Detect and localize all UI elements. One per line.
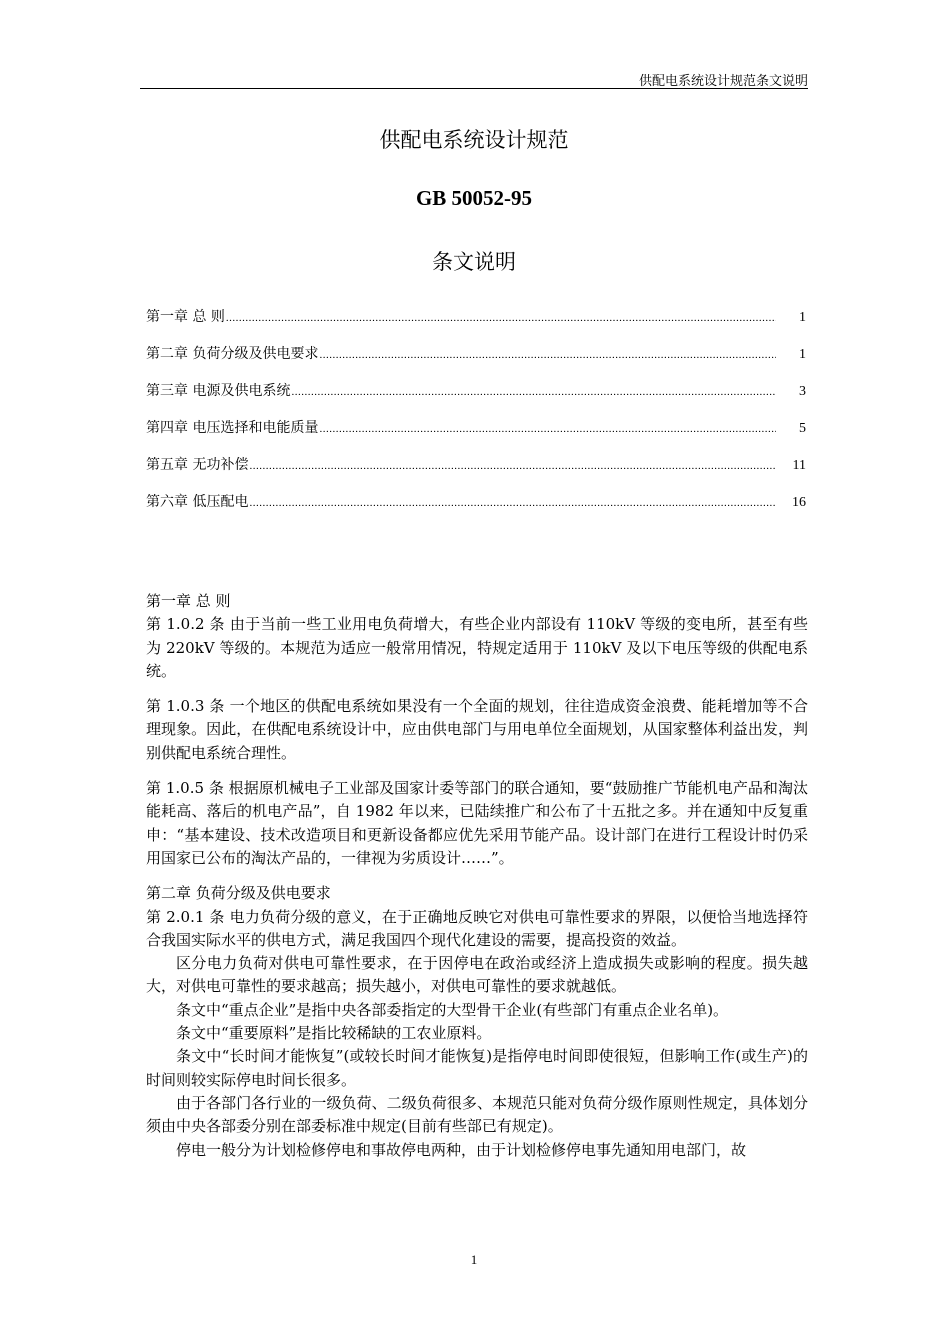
- toc-dot-leader: [319, 423, 776, 435]
- document-title: 供配电系统设计规范: [379, 128, 569, 152]
- chapter-2-heading: 第二章 负荷分级及供电要求: [146, 884, 331, 903]
- toc-entry-page: 1: [799, 310, 806, 325]
- toc-entry-page: 3: [799, 384, 806, 399]
- paragraph: 条文中“长时间才能恢复”(或较长时间才能恢复)是指停电时间即使很短，但影响工作(或生产)的时间则较实际停电时间长很多。: [146, 1047, 808, 1089]
- clause-1-0-5: 第 1.0.5 条 根据原机械电子工业部及国家计委等部门的联合通知，要“鼓励推广节能机电产品和淘汰能耗高、落后的机电产品”，自 1982 年以来，已陆续推广和公布了十五批之多。并在通知中反复重申：“基本建设、技术改造项目和更新设备都应优先采用节能产品。设计部门在进行工程设计时仍采用国家已公布的淘汰产品的，一律视为劣质设计……”。: [146, 779, 808, 867]
- paragraph: 区分电力负荷对供电可靠性要求，在于因停电在政治或经济上造成损失或影响的程度。损失越大，对供电可靠性的要求越高；损失越小，对供电可靠性的要求就越低。: [146, 954, 808, 996]
- chapter-1-heading: 第一章 总 则: [146, 592, 231, 610]
- toc-entry-label: 第五章 无功补偿: [146, 457, 249, 473]
- toc-entry-chapter-2[interactable]: [146, 343, 806, 363]
- toc-entry-page: 5: [799, 421, 806, 436]
- clause-1-0-3: 第 1.0.3 条 一个地区的供配电系统如果没有一个全面的规划，往往造成资金浪费、能耗增加等不合理现象。因此，在供配电系统设计中，应由供电部门与用电单位全面规划，从国家整体利益出发，判别供配电系统合理性。: [146, 697, 808, 762]
- paragraph: 由于各部门各行业的一级负荷、二级负荷很多、本规范只能对负荷分级作原则性规定，具体划分须由中央各部委分别在部委标准中规定(目前有些部已有规定)。: [146, 1093, 808, 1136]
- clause-1-0-2: 第 1.0.2 条 由于当前一些工业用电负荷增大，有些企业内部设有 110kV 等级的变电所，甚至有些为 220kV 等级的。本规范为适应一般常用情况，特规定适用于 110kV 及以下电压等级的供配电系统。: [146, 615, 808, 680]
- document-body: [146, 590, 808, 1162]
- toc-dot-leader: [319, 349, 776, 361]
- toc-entry-chapter-6[interactable]: [146, 491, 806, 511]
- toc-entry-page: 16: [792, 495, 806, 510]
- clause-2-0-1: 第 2.0.1 条 电力负荷分级的意义，在于正确地反映它对供电可靠性要求的界限，以便恰当地选择符合我国实际水平的供电方式，满足我国四个现代化建设的需要，提高投资的效益。: [146, 907, 808, 949]
- toc-entry-label: 第四章 电压选择和电能质量: [146, 420, 319, 436]
- paragraph: 条文中“重要原料”是指比较稀缺的工农业原料。: [176, 1024, 492, 1043]
- toc-entry-label: 第六章 低压配电: [146, 494, 249, 510]
- running-header: 供配电系统设计规范条文说明: [638, 74, 808, 89]
- paragraph: 停电一般分为计划检修停电和事故停电两种，由于计划检修停电事先通知用电部门，故: [176, 1140, 747, 1159]
- standard-code: GB 50052-95: [415, 186, 533, 210]
- toc-entry-label: 第二章 负荷分级及供电要求: [146, 346, 319, 362]
- toc-entry-page: 1: [799, 347, 806, 362]
- header-rule: [140, 88, 808, 89]
- toc-entry-label: 第一章 总 则: [146, 309, 225, 325]
- toc-dot-leader: [291, 386, 776, 398]
- toc-entry-page: 11: [792, 458, 806, 473]
- toc-dot-leader: [249, 497, 776, 509]
- toc-entry-chapter-1[interactable]: [146, 306, 806, 326]
- toc-dot-leader: [226, 312, 776, 324]
- paragraph: 条文中“重点企业”是指中央各部委指定的大型骨干企业(有些部门有重点企业名单)。: [176, 1000, 729, 1019]
- page-number: 1: [470, 1252, 478, 1267]
- toc-entry-chapter-3[interactable]: [146, 380, 806, 400]
- toc-entry-chapter-5[interactable]: [146, 454, 806, 474]
- toc-dot-leader: [249, 460, 776, 472]
- toc-entry-label: 第三章 电源及供电系统: [146, 383, 291, 399]
- toc-entry-chapter-4[interactable]: [146, 417, 806, 437]
- document-subtitle: 条文说明: [432, 250, 516, 274]
